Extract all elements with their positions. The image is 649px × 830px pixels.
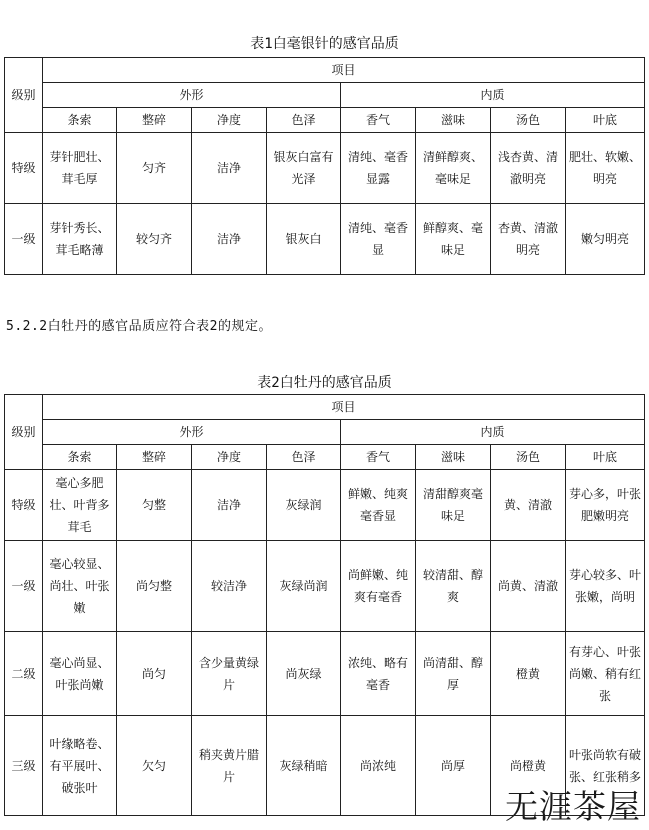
column-header: 整碎 <box>117 445 192 470</box>
grade-cell: 二级 <box>5 632 43 716</box>
table-cell: 清甜醇爽毫味足 <box>416 470 491 541</box>
table-row <box>5 133 645 204</box>
table-cell: 有芽心、叶张尚嫩、稍有红张 <box>566 632 645 716</box>
table-cell: 尚鲜嫩、纯爽有毫香 <box>341 541 416 632</box>
column-header: 色泽 <box>267 445 341 470</box>
grade-cell: 三级 <box>5 716 43 816</box>
table-cell: 尚浓纯 <box>341 716 416 816</box>
table-cell: 尚清甜、醇厚 <box>416 632 491 716</box>
table-cell: 欠匀 <box>117 716 192 816</box>
column-header: 滋味 <box>416 108 491 133</box>
table2-sensory-quality <box>4 394 645 816</box>
table-cell: 匀整 <box>117 470 192 541</box>
table-cell: 浅杏黄、清澈明亮 <box>491 133 566 204</box>
inner-quality-header: 内质 <box>341 420 645 445</box>
table-cell: 毫心较显、尚壮、叶张嫩 <box>43 541 117 632</box>
table-cell: 灰绿稍暗 <box>267 716 341 816</box>
clause-paragraph: 5.2.2白牡丹的感官品质应符合表2的规定。 <box>6 319 272 334</box>
column-header: 叶底 <box>566 108 645 133</box>
table-cell: 尚灰绿 <box>267 632 341 716</box>
table1-caption: 表1白毫银针的感官品质 <box>250 36 399 52</box>
table-cell: 清鲜醇爽、毫味足 <box>416 133 491 204</box>
project-header: 项目 <box>43 395 645 420</box>
table-cell: 含少量黄绿片 <box>192 632 267 716</box>
watermark-logo: 无涯茶屋 <box>505 787 641 826</box>
table-cell: 灰绿润 <box>267 470 341 541</box>
table-cell: 鲜醇爽、毫味足 <box>416 204 491 275</box>
column-header: 条索 <box>43 108 117 133</box>
table-cell: 灰绿尚润 <box>267 541 341 632</box>
column-header: 香气 <box>341 108 416 133</box>
table-row <box>5 632 645 716</box>
table-cell: 清纯、毫香显 <box>341 204 416 275</box>
grade-cell: 一级 <box>5 541 43 632</box>
table-cell: 毫心多肥壮、叶背多茸毛 <box>43 470 117 541</box>
table-cell: 叶缘略卷、有平展叶、破张叶 <box>43 716 117 816</box>
table-cell: 银灰白富有光泽 <box>267 133 341 204</box>
table-cell: 芽针秀长、茸毛略薄 <box>43 204 117 275</box>
table-cell: 嫩匀明亮 <box>566 204 645 275</box>
grade-cell: 特级 <box>5 133 43 204</box>
appearance-header: 外形 <box>43 83 341 108</box>
grade-header: 级别 <box>5 58 43 133</box>
column-header: 色泽 <box>267 108 341 133</box>
column-header: 汤色 <box>491 108 566 133</box>
column-header: 净度 <box>192 108 267 133</box>
column-header: 香气 <box>341 445 416 470</box>
table-row <box>5 204 645 275</box>
table-cell: 黄、清澈 <box>491 470 566 541</box>
table-cell: 尚橙黄 <box>491 716 566 816</box>
table-cell: 芽心多，叶张肥嫩明亮 <box>566 470 645 541</box>
table-cell: 洁净 <box>192 133 267 204</box>
table-cell: 杏黄、清澈明亮 <box>491 204 566 275</box>
inner-quality-header: 内质 <box>341 83 645 108</box>
table-row <box>5 541 645 632</box>
column-header: 汤色 <box>491 445 566 470</box>
table-row <box>5 470 645 541</box>
grade-cell: 特级 <box>5 470 43 541</box>
appearance-header: 外形 <box>43 420 341 445</box>
table-cell: 鲜嫩、纯爽毫香显 <box>341 470 416 541</box>
column-header: 净度 <box>192 445 267 470</box>
table-cell: 尚匀整 <box>117 541 192 632</box>
table-cell: 肥壮、软嫩、明亮 <box>566 133 645 204</box>
table-cell: 叶张尚软有破张、红张稍多 <box>566 716 645 816</box>
column-header: 整碎 <box>117 108 192 133</box>
column-header: 条索 <box>43 445 117 470</box>
project-header: 项目 <box>43 58 645 83</box>
table-cell: 较清甜、醇爽 <box>416 541 491 632</box>
table1-sensory-quality <box>4 57 645 275</box>
table-cell: 尚黄、清澈 <box>491 541 566 632</box>
table-cell: 浓纯、略有毫香 <box>341 632 416 716</box>
grade-header: 级别 <box>5 395 43 470</box>
column-header: 滋味 <box>416 445 491 470</box>
table-cell: 毫心尚显、叶张尚嫩 <box>43 632 117 716</box>
table-cell: 洁净 <box>192 204 267 275</box>
grade-cell: 一级 <box>5 204 43 275</box>
table-cell: 尚厚 <box>416 716 491 816</box>
table-cell: 芽心较多、叶张嫩，尚明 <box>566 541 645 632</box>
table-cell: 洁净 <box>192 470 267 541</box>
table-cell: 橙黄 <box>491 632 566 716</box>
table-cell: 稍夹黄片腊片 <box>192 716 267 816</box>
table-cell: 清纯、毫香显露 <box>341 133 416 204</box>
table-cell: 匀齐 <box>117 133 192 204</box>
table-cell: 芽针肥壮、茸毛厚 <box>43 133 117 204</box>
table-cell: 较洁净 <box>192 541 267 632</box>
table2-caption: 表2白牡丹的感官品质 <box>257 375 392 391</box>
table-cell: 较匀齐 <box>117 204 192 275</box>
table-cell: 尚匀 <box>117 632 192 716</box>
column-header: 叶底 <box>566 445 645 470</box>
table-cell: 银灰白 <box>267 204 341 275</box>
